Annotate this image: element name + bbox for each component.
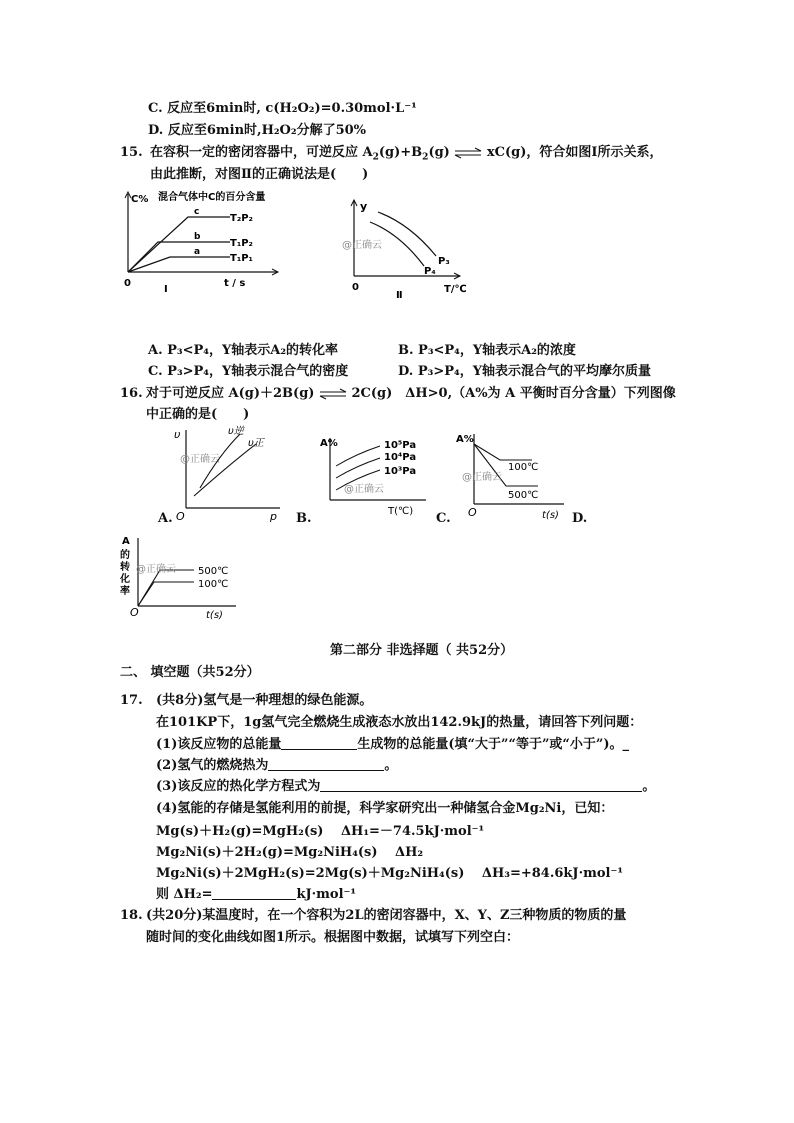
figB-label-1e5: 10⁵Pa: [384, 440, 417, 451]
figD-origin: O: [130, 606, 139, 619]
fig1-name: I: [164, 284, 168, 295]
q17-answer-blank[interactable]: [212, 886, 296, 900]
figD-watermark: @正确云: [136, 564, 176, 575]
figB-curve-1e4: [336, 458, 380, 478]
fig1-ylabel: C%: [131, 194, 149, 205]
q16-figure-a-letter: A.: [158, 511, 173, 526]
q17-part1-blank[interactable]: [281, 736, 357, 750]
q16-figure-c: [452, 430, 570, 520]
figA-xlabel: p: [270, 510, 277, 523]
q17-eq2: Mg₂Ni(s)＋2H₂(g)=Mg₂NiH₄(s) ΔH₂: [156, 845, 424, 860]
fig1-curve-label-b: b: [194, 232, 201, 242]
figA-label-v-reverse: υ逆: [228, 426, 244, 437]
fig2-ylabel: y: [360, 200, 368, 213]
fig1-curve-a: [128, 257, 230, 272]
q15-option-c: C. P₃>P₄，Y轴表示混合气的密度: [148, 364, 349, 379]
figC-origin: O: [468, 506, 477, 519]
q17-eq1: Mg(s)＋H₂(g)=MgH₂(s) ΔH₁=－74.5kJ·mol⁻¹: [156, 824, 485, 839]
fig1-xlabel: t / s: [224, 278, 246, 289]
q17-stem-line2: 在101KP下，1g氢气完全燃烧生成液态水放出142.9kJ的热量，请回答下列问题：: [156, 715, 643, 730]
fig1-label-t1p1: T₁P₁: [230, 253, 253, 264]
figD-curve-500c: [138, 570, 194, 606]
figD-ylabel-5: 率: [120, 586, 130, 597]
q15-option-b: B. P₃<P₄，Y轴表示A₂的浓度: [398, 343, 576, 358]
fig2-name: Ⅱ: [396, 290, 403, 301]
q16-figure-a: [170, 424, 290, 524]
section-fill-in: 二、 填空题（共52分）: [120, 665, 260, 680]
figC-curve-100c: [474, 444, 532, 460]
figB-curve-1e5: [336, 446, 380, 466]
q18-stem-line1: (共20分)某温度时，在一个容积为2L的密闭容器中，X、Y、Z三种物质的物质的量: [146, 908, 627, 923]
figB-watermark: @正确云: [344, 484, 384, 495]
fig2-label-p3: P₃: [438, 256, 450, 267]
figB-label-1e3: 10³Pa: [384, 466, 417, 477]
q17-part4: (4)氢能的存储是氢能利用的前提，科学家研究出一种储氢合金Mg₂Ni，已知：: [156, 801, 614, 816]
equilibrium-arrow-icon: [454, 147, 482, 159]
fig1-origin: 0: [124, 278, 131, 289]
fig1-curve-c: [128, 217, 230, 272]
figC-xlabel: t(s): [542, 510, 559, 521]
q16-figure-b-letter: B.: [296, 511, 312, 526]
q17-stem-line1: (共8分)氢气是一种理想的绿色能源。: [156, 693, 373, 708]
figA-ylabel: υ: [174, 428, 181, 441]
figD-ylabel-2: 的: [120, 550, 130, 561]
figB-ylabel: A%: [320, 438, 338, 449]
q16-stem-line2: 中正确的是( ): [146, 407, 250, 422]
q16-figure-d: [118, 534, 242, 620]
q17-part3: (3)该反应的热化学方程式为 。: [156, 779, 656, 794]
q16-number: 16.: [120, 386, 143, 401]
figA-watermark: @正确云: [180, 454, 220, 465]
figC-watermark: @正确云: [462, 472, 502, 483]
fig2-origin: 0: [352, 282, 359, 293]
figA-label-v-forward: υ正: [248, 438, 264, 449]
q16-figure-b: [316, 434, 434, 518]
figD-ylabel-4: 化: [120, 574, 130, 585]
q15-figure-2: [340, 196, 480, 302]
q14-option-c: C. 反应至6min时, c(H₂O₂)=0.30mol·L⁻¹: [148, 101, 417, 116]
q18-stem-line2: 随时间的变化曲线如图1所示。根据图中数据，试填写下列空白：: [146, 930, 520, 945]
fig2-watermark: @正确云: [342, 240, 382, 251]
figD-label-500c: 500℃: [198, 566, 229, 577]
figB-xlabel: T(℃): [388, 506, 414, 517]
figD-ylabel-1: A: [122, 536, 130, 547]
q17-answer: 则 ΔH₂= kJ·mol⁻¹: [156, 887, 357, 902]
q17-part2-blank[interactable]: [268, 757, 384, 771]
fig2-xlabel: T/℃: [444, 284, 467, 295]
q15-stem-line2: 由此推断，对图Ⅱ的正确说法是( ): [150, 167, 369, 182]
fig1-curve-label-c: c: [194, 207, 200, 217]
figA-origin: O: [176, 510, 185, 523]
q16-figure-d-letter: D.: [572, 511, 588, 526]
figB-label-1e4: 10⁴Pa: [384, 452, 417, 463]
figD-ylabel-3: 转: [120, 562, 130, 573]
q17-part2: (2)氢气的燃烧热为 。: [156, 758, 398, 773]
figC-label-100c: 100℃: [508, 462, 539, 473]
figD-label-100c: 100℃: [198, 579, 229, 590]
fig1-label-t2p2: T₂P₂: [230, 213, 253, 224]
figC-label-500c: 500℃: [508, 490, 539, 501]
fig1-curve-label-a: a: [194, 247, 201, 257]
fig2-label-p4: P₄: [424, 266, 436, 277]
q17-part1: (1)该反应物的总能量 生成物的总能量(填“大于”“等于”或“小于”)。_: [156, 737, 630, 752]
q14-option-d: D. 反应至6min时,H₂O₂分解了50%: [148, 123, 367, 138]
q18-number: 18.: [120, 908, 143, 923]
q16-figure-c-letter: C.: [436, 511, 451, 526]
q15-option-d: D. P₃>P₄，Y轴表示混合气的平均摩尔质量: [398, 364, 651, 379]
q17-number: 17.: [120, 693, 143, 708]
figD-xlabel: t(s): [206, 610, 223, 621]
q17-part3-blank[interactable]: [320, 778, 642, 792]
part2-heading: 第二部分 非选择题（ 共52分）: [330, 643, 514, 658]
fig2-curve-p3: [378, 212, 436, 256]
q17-eq3: Mg₂Ni(s)＋2MgH₂(s)=2Mg(s)＋Mg₂NiH₄(s) ΔH₃=+84.6kJ·mol⁻¹: [156, 866, 624, 881]
fig1-title: 混合气体中C的百分含量: [158, 192, 266, 203]
q15-option-a: A. P₃<P₄，Y轴表示A₂的转化率: [148, 343, 339, 358]
figD-curve-100c: [138, 582, 194, 606]
figC-ylabel: A%: [456, 434, 474, 445]
equilibrium-arrow-icon: [319, 388, 347, 400]
fig1-label-t1p2: T₁P₂: [230, 238, 253, 249]
q15-number: 15.: [120, 145, 143, 160]
q16-stem-line1: 对于可逆反应 A(g)＋2B(g) 2C(g) ΔH>0,（A%为 A 平衡时百分含量）下列图像: [146, 386, 676, 401]
q15-stem-line1: 在容积一定的密闭容器中，可逆反应 $A_2(g)+B_2(g)$ xC(g)，符合如图Ⅰ所示关系，: [150, 145, 663, 163]
q15-figure-1: [118, 186, 298, 296]
